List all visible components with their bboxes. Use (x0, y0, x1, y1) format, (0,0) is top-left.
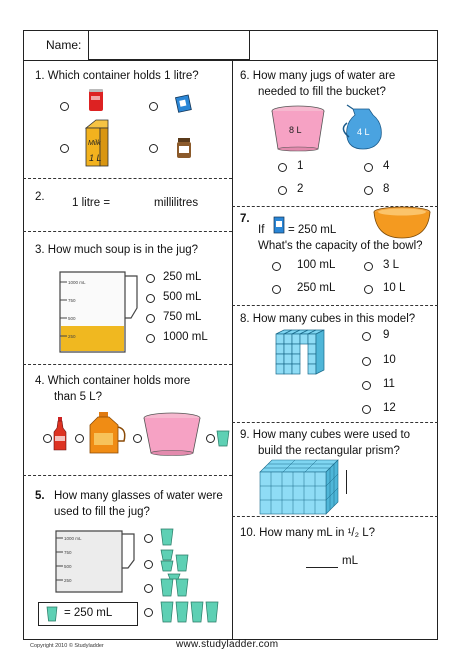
q7-radio-100ml[interactable] (272, 262, 281, 271)
q8-radio-9[interactable] (362, 332, 371, 341)
q4-text-line1: 4. Which container holds more (35, 375, 191, 387)
q5-text-line1: How many glasses of water were (54, 490, 223, 502)
q4-radio-bucket[interactable] (133, 434, 142, 443)
q3-tick-500: 500 (68, 316, 76, 321)
q6-option-8: 8 (383, 183, 390, 195)
q9-answer-bracket[interactable] (346, 470, 347, 494)
jug-label: 4 L (357, 127, 370, 137)
q7-option-100ml: 100 mL (297, 259, 336, 271)
q7-option-250ml: 250 mL (297, 282, 336, 294)
q5-radio-1[interactable] (144, 534, 153, 543)
q7-option-10l: 10 L (383, 282, 406, 294)
soda-can-image (88, 88, 104, 112)
q3-option-1000: 1000 mL (163, 331, 208, 343)
q7-radio-250ml[interactable] (272, 285, 281, 294)
milk-carton-image (82, 118, 112, 168)
q10-text: 10. How many mL in ¹/₂ L? (240, 527, 376, 539)
q6-option-1: 1 (297, 160, 304, 172)
green-glass-image (216, 429, 230, 447)
q3-tick-1000: 1000 mL (68, 280, 86, 285)
q8-text: 8. How many cubes in this model? (240, 313, 416, 325)
column-divider (232, 61, 233, 640)
glass-legend-icon (46, 606, 58, 622)
q8-option-11: 11 (383, 378, 395, 390)
q4-divider (23, 475, 232, 476)
cube-model-image (270, 330, 332, 384)
q8-option-9: 9 (383, 329, 390, 341)
milk-carton-size: 1 L (89, 153, 102, 163)
q4-radio-bottle[interactable] (43, 434, 52, 443)
milk-carton-text: Milk (88, 140, 101, 147)
q5-tick-500: 500 (64, 564, 72, 569)
bucket-8l-image (270, 105, 326, 151)
q5-radio-4[interactable] (144, 608, 153, 617)
small-carton-image (176, 95, 192, 113)
q5-number: 5. (35, 490, 45, 502)
q1-radio-milk-carton[interactable] (60, 144, 69, 153)
name-field[interactable] (88, 31, 250, 60)
q8-radio-11[interactable] (362, 381, 371, 390)
q6-radio-2[interactable] (278, 186, 287, 195)
soda-bottle-image (52, 416, 68, 452)
q10-answer-line[interactable] (306, 567, 338, 568)
q1-radio-small-carton[interactable] (149, 102, 158, 111)
orange-bowl-image (372, 206, 432, 240)
q6-option-2: 2 (297, 183, 304, 195)
q7-radio-3l[interactable] (364, 262, 373, 271)
q6-radio-8[interactable] (364, 186, 373, 195)
q7-text: What's the capacity of the bowl? (258, 240, 423, 252)
glass-stacks (160, 526, 230, 626)
q6-text-line2: needed to fill the bucket? (258, 86, 386, 98)
q3-text: 3. How much soup is in the jug? (35, 244, 199, 256)
q1-radio-can[interactable] (60, 102, 69, 111)
q6-radio-4[interactable] (364, 163, 373, 172)
q3-radio-500[interactable] (146, 294, 155, 303)
q9-text-line1: 9. How many cubes were used to (240, 429, 411, 441)
q8-divider (232, 422, 438, 423)
q4-radio-juice-jug[interactable] (75, 434, 84, 443)
q6-option-4: 4 (383, 160, 390, 172)
q1-radio-jar[interactable] (149, 144, 158, 153)
footer-copyright: Copyright 2010 © Studyladder (30, 643, 104, 649)
q3-option-250: 250 mL (163, 271, 202, 283)
measuring-jug-empty (52, 528, 136, 594)
q8-radio-12[interactable] (362, 405, 371, 414)
measuring-jug-soup (55, 268, 137, 354)
q6-radio-1[interactable] (278, 163, 287, 172)
water-jug-4l-image (343, 103, 387, 151)
bucket-label: 8 L (289, 125, 302, 135)
q3-option-750: 750 mL (163, 311, 202, 323)
q5-radio-3[interactable] (144, 584, 153, 593)
q7-if-text: If (258, 224, 265, 236)
q3-radio-1000[interactable] (146, 334, 155, 343)
q2-left-text: 1 litre = (72, 197, 111, 209)
q3-divider (23, 364, 232, 365)
name-label: Name: (46, 38, 82, 52)
q2-number: 2. (35, 191, 45, 203)
q8-radio-10[interactable] (362, 357, 371, 366)
q1-text: 1. Which container holds 1 litre? (35, 70, 199, 82)
q7-option-3l: 3 L (383, 259, 399, 271)
q3-tick-250: 250 (68, 334, 76, 339)
q7-radio-10l[interactable] (364, 285, 373, 294)
q7-number: 7. (240, 213, 250, 225)
q5-tick-1000: 1000 mL (64, 536, 82, 541)
q3-radio-750[interactable] (146, 314, 155, 323)
juice-jug-image (86, 411, 128, 455)
q10-answer-unit: mL (342, 555, 358, 567)
q6-text-line1: 6. How many jugs of water are (240, 70, 396, 82)
q5-text-line2: used to fill the jug? (54, 506, 150, 518)
q1-divider (23, 178, 232, 179)
q2-divider (23, 231, 232, 232)
q3-radio-250[interactable] (146, 274, 155, 283)
q4-radio-glass[interactable] (206, 434, 215, 443)
q5-radio-2[interactable] (144, 560, 153, 569)
jar-image (176, 137, 192, 159)
q9-divider (232, 516, 438, 517)
rectangular-prism-image (260, 460, 340, 516)
q7-divider (232, 305, 438, 306)
q8-option-12: 12 (383, 402, 396, 414)
q3-tick-750: 750 (68, 298, 76, 303)
glass-legend-text: = 250 mL (64, 607, 113, 619)
q8-option-10: 10 (383, 354, 396, 366)
q7-eq-text: = 250 mL (288, 224, 337, 236)
q9-text-line2: build the rectangular prism? (258, 445, 400, 457)
q2-right-text: millilitres (154, 197, 199, 209)
pink-bucket-image (142, 412, 202, 456)
q4-text-line2: than 5 L? (54, 391, 102, 403)
q5-tick-250: 250 (64, 578, 72, 583)
q5-tick-750: 750 (64, 550, 72, 555)
footer-url[interactable]: www.studyladder.com (176, 639, 279, 650)
q7-small-carton-icon (273, 216, 285, 234)
q3-option-500: 500 mL (163, 291, 202, 303)
